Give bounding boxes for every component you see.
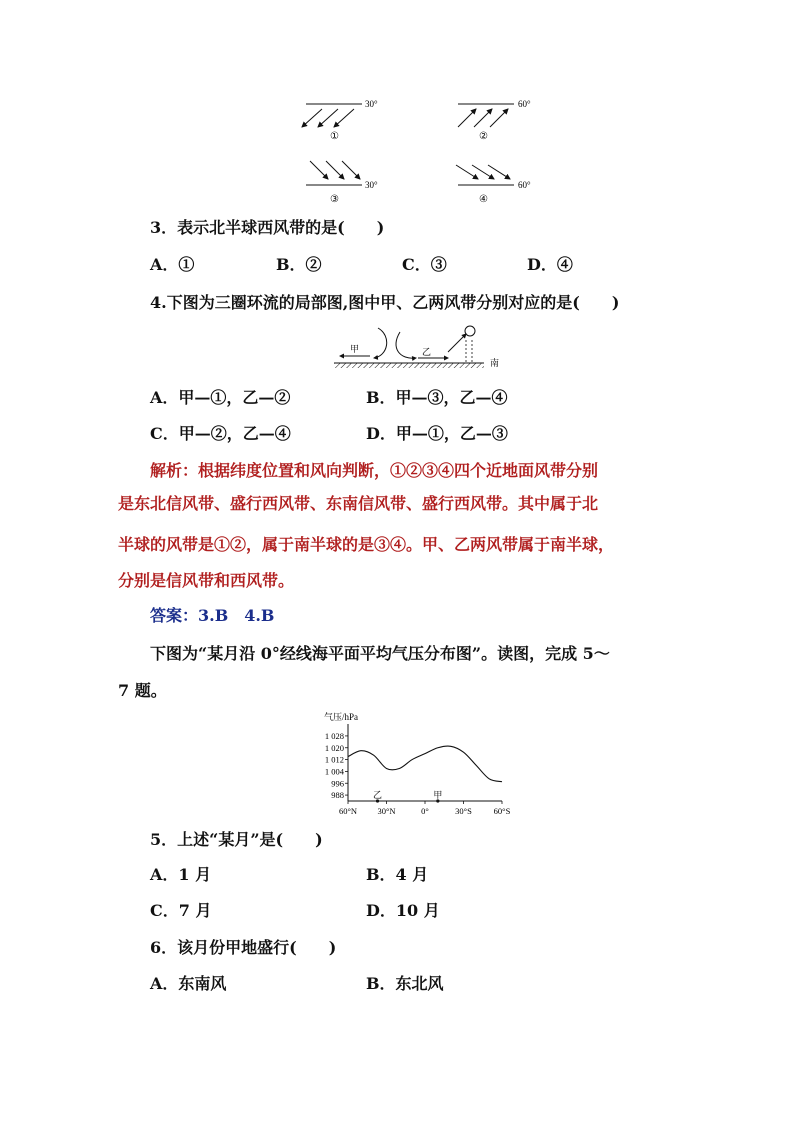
wind-belt-figure xyxy=(290,95,550,207)
analysis-line-2: 是东北信风带、盛行西风带、东南信风带、盛行西风带。其中属于北 xyxy=(118,494,599,513)
analysis-line-4: 分别是信风带和西风带。 xyxy=(118,571,295,590)
chart-xtick-label: 60°N xyxy=(338,806,358,816)
chart-ylabel: 气压/hPa xyxy=(324,712,359,722)
chart-xtick-label: 30°S xyxy=(455,806,472,816)
q4-stem: 4.下图为三圈环流的局部图,图中甲、乙两风带分别对应的是( ) xyxy=(150,293,620,312)
chart-ytick-label: 1 020 xyxy=(324,742,344,753)
q4-option-a[interactable]: A．甲—①，乙—② xyxy=(150,388,291,407)
circulation-label-yi: 乙 xyxy=(422,347,432,357)
analysis-line-1: 解析：根据纬度位置和风向判断，①②③④四个近地面风带分别 xyxy=(150,461,599,480)
chart-ytick-label: 1 004 xyxy=(324,766,344,777)
chart-ytick-label: 1 012 xyxy=(324,754,344,765)
q3-option-c[interactable]: C．③ xyxy=(402,255,447,274)
q6-stem: 6．该月份甲地盛行( ) xyxy=(150,938,337,957)
q5-option-d[interactable]: D．10 月 xyxy=(366,901,440,920)
intro-line-1: 下图为“某月沿 0°经线海平面平均气压分布图”。读图，完成 5～ xyxy=(150,644,610,663)
chart-point-label: 甲 xyxy=(433,790,443,800)
chart-ytick-label: 996 xyxy=(331,778,344,789)
chart-xtick-label: 30°N xyxy=(377,806,396,816)
chart-xtick-label: 0° xyxy=(421,806,429,816)
q3-stem: 3．表示北半球西风带的是( ) xyxy=(150,218,385,237)
q3-option-d[interactable]: D．④ xyxy=(527,255,573,274)
wind-label-2: ② xyxy=(479,131,488,142)
intro-line-2: 7 题。 xyxy=(118,681,167,700)
q4-option-b[interactable]: B．甲—③，乙—④ xyxy=(366,388,508,407)
lat-label-4: 60° xyxy=(518,180,531,190)
chart-ytick-label: 1 028 xyxy=(324,730,344,741)
chart-series-line xyxy=(348,746,502,782)
analysis-line-3: 半球的风带是①②，属于南半球的是③④。甲、乙两风带属于南半球， xyxy=(118,535,615,554)
circulation-label-jia: 甲 xyxy=(350,344,360,354)
q5-stem: 5．上述“某月”是( ) xyxy=(150,830,323,849)
q4-option-c[interactable]: C．甲—②，乙—④ xyxy=(150,424,291,443)
q4-option-d[interactable]: D．甲—①，乙—③ xyxy=(366,424,508,443)
q3-option-b[interactable]: B．② xyxy=(276,255,322,274)
answer-line: 答案：3.B 4.B xyxy=(150,606,275,625)
q5-option-c[interactable]: C．7 月 xyxy=(150,901,212,920)
circulation-figure xyxy=(330,322,510,372)
chart-xtick-label: 60°S xyxy=(493,806,511,816)
q5-option-b[interactable]: B．4 月 xyxy=(366,865,429,884)
q5-option-a[interactable]: A．1 月 xyxy=(150,865,212,884)
lat-label-2: 60° xyxy=(518,99,531,109)
chart-point-label: 乙 xyxy=(373,790,383,800)
chart-ytick-label: 988 xyxy=(331,790,344,801)
q6-option-a[interactable]: A．东南风 xyxy=(150,974,227,993)
q6-option-b[interactable]: B．东北风 xyxy=(366,974,444,993)
wind-label-3: ③ xyxy=(330,194,339,205)
circulation-label-south: 南 xyxy=(490,358,500,368)
wind-label-4: ④ xyxy=(479,194,488,205)
wind-label-1: ① xyxy=(330,131,339,142)
lat-label-3: 30° xyxy=(365,180,378,190)
pressure-chart xyxy=(318,708,518,820)
q3-option-a[interactable]: A．① xyxy=(150,255,195,274)
lat-label-1: 30° xyxy=(365,99,378,109)
